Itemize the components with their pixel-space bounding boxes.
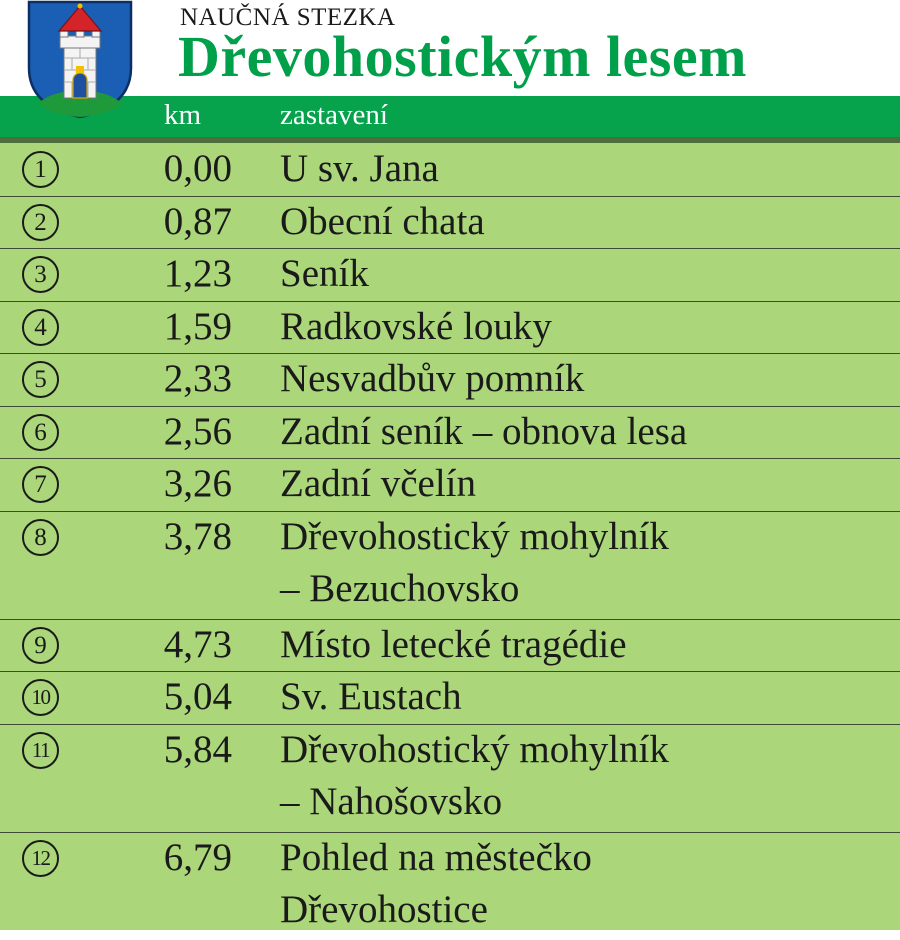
stop-name: – Bezuchovsko — [280, 567, 520, 610]
stops-table — [0, 137, 900, 930]
stop-km: 0,00 — [163, 147, 232, 190]
stop-number-badge: 12 — [22, 840, 59, 877]
stop-km: 2,33 — [163, 357, 232, 400]
table-row — [0, 248, 900, 301]
table-row — [0, 832, 900, 940]
table-row — [0, 196, 900, 249]
stop-name: Dřevohostický mohylník — [280, 727, 669, 771]
table-row — [0, 143, 900, 196]
table-row — [0, 301, 900, 354]
stop-name: Dřevohostický mohylník — [280, 514, 669, 558]
table-row — [0, 724, 900, 832]
stop-number-badge: 10 — [22, 679, 59, 716]
stop-name: Dřevohostice — [280, 888, 488, 931]
trail-subtitle: NAUČNÁ STEZKA — [180, 4, 396, 31]
header — [0, 0, 900, 96]
table-row — [0, 458, 900, 511]
table-row — [0, 619, 900, 672]
table-row — [0, 671, 900, 724]
stop-name: Radkovské louky — [280, 304, 552, 348]
stop-number-badge: 9 — [22, 627, 59, 664]
stop-name: Zadní seník – obnova lesa — [280, 409, 688, 453]
stop-number-badge: 8 — [22, 519, 59, 556]
stop-name: Zadní včelín — [280, 462, 477, 505]
table-row — [0, 406, 900, 459]
stop-km: 2,56 — [163, 409, 232, 453]
stop-name: Obecní chata — [280, 199, 485, 243]
stop-number-badge: 4 — [22, 309, 59, 346]
stop-km: 5,04 — [163, 675, 232, 718]
column-header-km: km — [164, 99, 202, 131]
stop-km: 1,59 — [163, 304, 232, 348]
stop-km: 6,79 — [163, 835, 232, 879]
stop-name: Sv. Eustach — [280, 675, 462, 718]
column-header-band — [0, 96, 900, 137]
stop-km: 3,78 — [163, 514, 232, 558]
stop-name: Místo letecké tragédie — [280, 622, 627, 666]
stop-name: U sv. Jana — [280, 147, 439, 190]
page-title: Dřevohostickým lesem — [178, 24, 747, 89]
stop-number-badge: 3 — [22, 256, 59, 293]
table-row — [0, 353, 900, 406]
stop-km: 4,73 — [163, 622, 232, 666]
stop-km: 3,26 — [163, 462, 232, 505]
stop-name: – Nahošovsko — [280, 780, 503, 823]
stop-name: Pohled na městečko — [280, 835, 592, 879]
town-coat-of-arms-icon — [26, 0, 134, 118]
stop-number-badge: 6 — [22, 414, 59, 451]
stop-number-badge: 11 — [22, 732, 59, 769]
stop-number-badge: 7 — [22, 466, 59, 503]
stop-name: Seník — [280, 252, 369, 295]
stop-number-badge: 1 — [22, 151, 59, 188]
stop-name: Nesvadbův pomník — [280, 357, 585, 400]
stop-km: 5,84 — [163, 727, 232, 771]
stop-number-badge: 5 — [22, 361, 59, 398]
stop-km: 1,23 — [163, 252, 232, 295]
stop-number-badge: 2 — [22, 204, 59, 241]
column-header-stop: zastavení — [280, 99, 388, 131]
stop-km: 0,87 — [163, 199, 232, 243]
table-row — [0, 511, 900, 619]
